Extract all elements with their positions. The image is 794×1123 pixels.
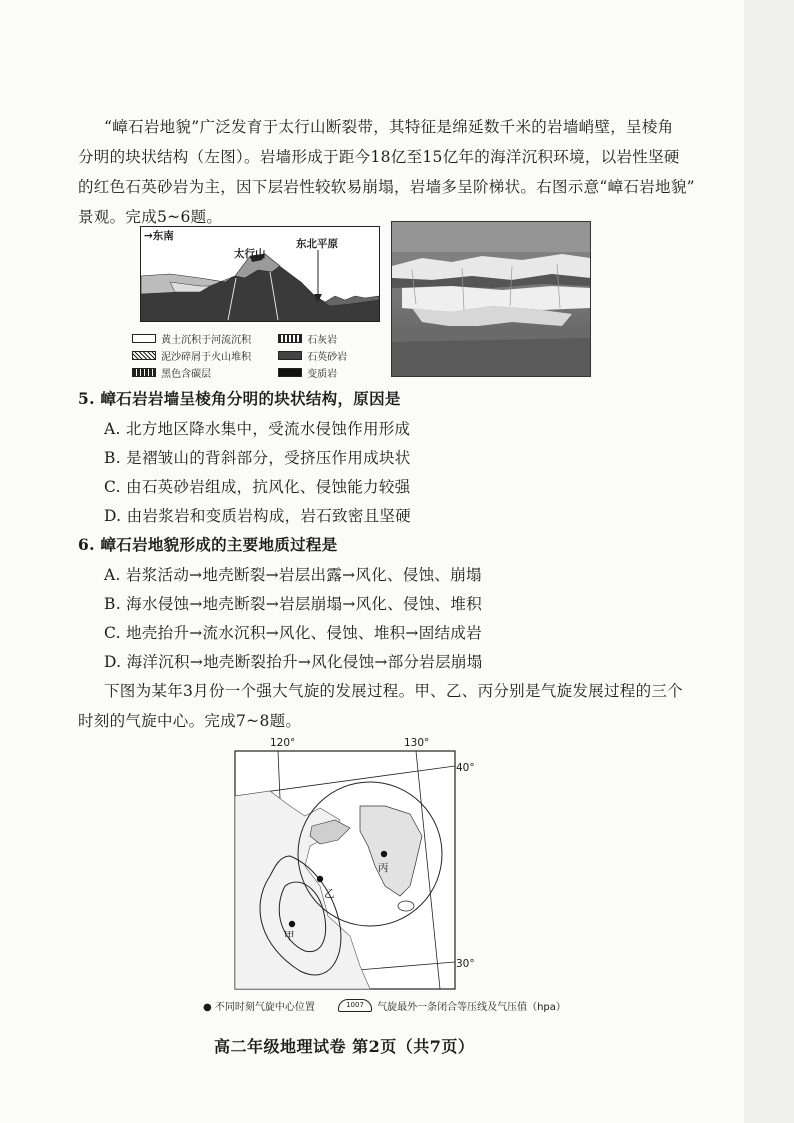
scan-margin xyxy=(744,0,794,1123)
legend-swatch-loess xyxy=(132,334,156,343)
q6-option-c[interactable]: C. 地壳抬升→流水沉积→风化、侵蚀、堆积→固结成岩 xyxy=(104,624,482,642)
plain-label: 东北平原 xyxy=(296,238,338,250)
direction-label: →东南 xyxy=(144,230,174,242)
geology-cross-section xyxy=(140,226,380,322)
lon-120-label: 120° xyxy=(270,737,296,749)
q6-stem: 6. 嶂石岩地貌形成的主要地质过程是 xyxy=(78,535,338,554)
legend-swatch-carbon xyxy=(132,368,156,377)
landscape-photo xyxy=(391,221,591,377)
cyclone-map xyxy=(210,736,480,998)
cross-section-drawing xyxy=(140,226,380,322)
legend-swatch-volcanic xyxy=(132,351,156,360)
legend-label-metamorphic: 变质岩 xyxy=(307,369,338,380)
q5-stem: 5. 嶂石岩岩墙呈棱角分明的块状结构，原因是 xyxy=(78,389,401,408)
center-c-label: 丙 xyxy=(378,862,389,874)
q6-option-a[interactable]: A. 岩浆活动→地壳断裂→岩层出露→风化、侵蚀、崩塌 xyxy=(104,566,482,584)
legend-swatch-quartz xyxy=(278,351,302,360)
q5-option-c[interactable]: C. 由石英砂岩组成，抗风化、侵蚀能力较强 xyxy=(104,478,411,496)
taihang-label: 太行山 xyxy=(234,248,266,260)
legend-isobar-swatch: 1007 xyxy=(338,999,372,1012)
legend-label-quartz: 石英砂岩 xyxy=(307,352,348,363)
legend-label-loess: 黄土沉积于河流沉积 xyxy=(161,335,252,346)
intro-line-1: “嶂石岩地貌”广泛发育于太行山断裂带，其特征是绵延数千米的岩墙峭壁，呈棱角 xyxy=(104,118,674,136)
page-footer: 高二年级地理试卷 第2页（共7页） xyxy=(214,1037,475,1056)
center-b-label: 乙 xyxy=(324,888,335,900)
legend-swatch-limestone xyxy=(278,334,302,343)
map-legend xyxy=(203,995,566,1013)
legend-label-limestone: 石灰岩 xyxy=(307,335,338,346)
cross-section-legend xyxy=(132,328,372,380)
cyclone-map-drawing xyxy=(210,736,480,998)
intro2-line-2: 时刻的气旋中心。完成7~8题。 xyxy=(78,712,302,730)
q6-option-d[interactable]: D. 海洋沉积→地壳断裂抬升→风化侵蚀→部分岩层崩塌 xyxy=(104,653,483,671)
legend-label-carbon: 黑色含碳层 xyxy=(161,369,212,380)
q6-option-b[interactable]: B. 海水侵蚀→地壳断裂→岩层崩塌→风化、侵蚀、堆积 xyxy=(104,595,483,613)
photo-drawing xyxy=(392,222,590,376)
intro-line-4: 景观。完成5~6题。 xyxy=(78,208,223,226)
legend-swatch-metamorphic xyxy=(278,368,302,377)
legend-label-volcanic: 泥沙碎屑于火山堆积 xyxy=(161,352,252,363)
intro-line-3: 的红色石英砂岩为主，因下层岩性较软易崩塌，岩墙多呈阶梯状。右图示意“嶂石岩地貌” xyxy=(78,178,695,196)
q5-option-a[interactable]: A. 北方地区降水集中，受流水侵蚀作用形成 xyxy=(104,420,411,438)
q5-option-b[interactable]: B. 是褶皱山的背斜部分，受挤压作用成块状 xyxy=(104,449,411,467)
intro2-line-1: 下图为某年3月份一个强大气旋的发展过程。甲、乙、丙分别是气旋发展过程的三个 xyxy=(104,682,683,700)
legend-center: ● 不同时刻气旋中心位置 xyxy=(203,1002,315,1013)
q5-option-d[interactable]: D. 由岩浆岩和变质岩构成，岩石致密且坚硬 xyxy=(104,507,412,525)
lon-130-label: 130° xyxy=(404,737,430,749)
center-a-label: 甲 xyxy=(284,930,295,942)
lat-40-label: 40° xyxy=(456,762,475,774)
intro-line-2: 分明的块状结构（左图）。岩墙形成于距今18亿至15亿年的海洋沉积环境，以岩性坚硬 xyxy=(78,148,680,166)
lat-30-label: 30° xyxy=(456,958,475,970)
legend-isobar: 气旋最外一条闭合等压线及气压值（hpa） xyxy=(377,1002,566,1013)
